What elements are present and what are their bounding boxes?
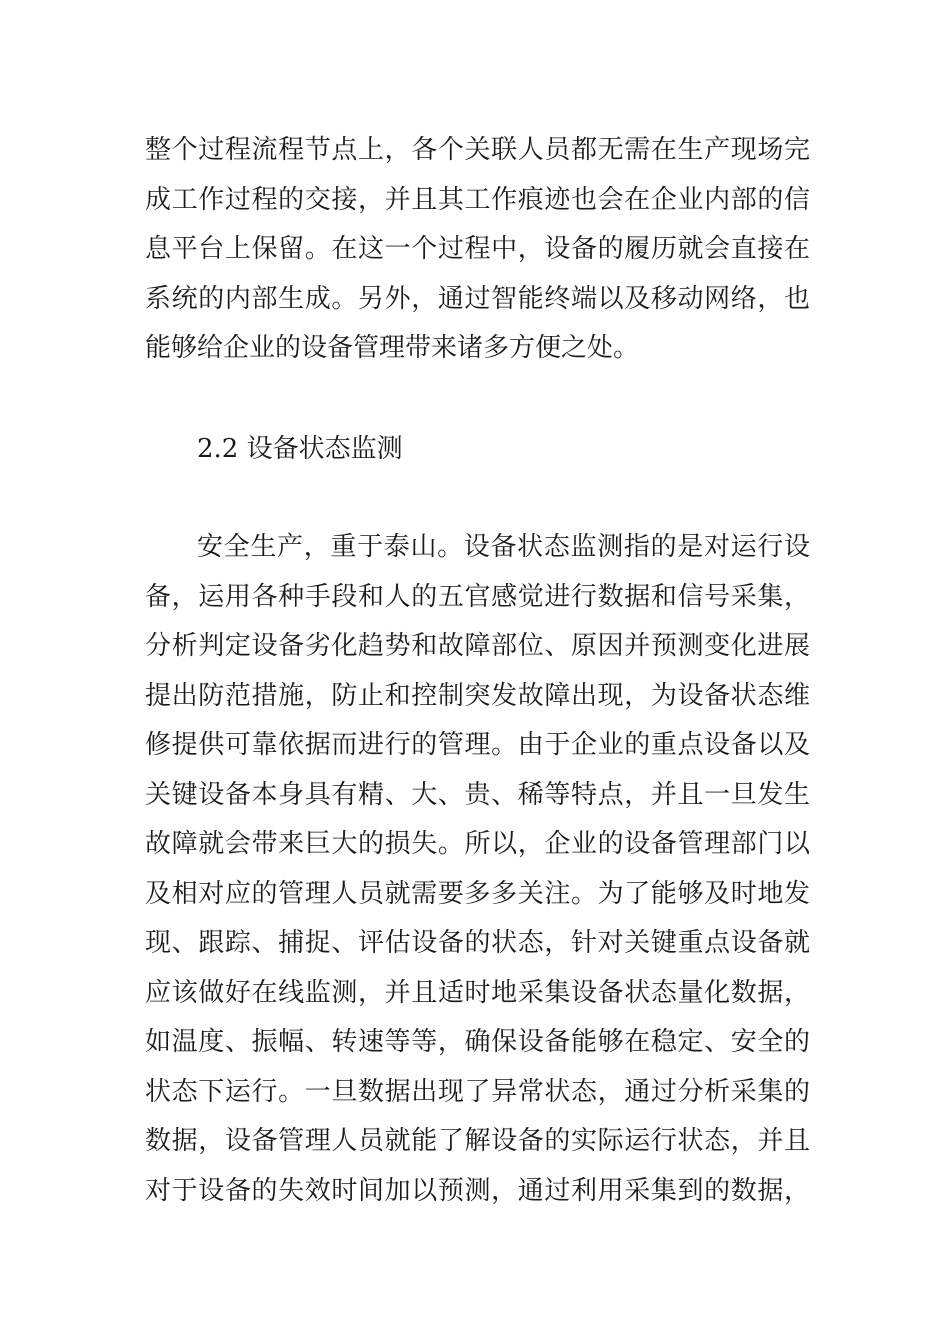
text-line: 整个过程流程节点上，各个关联人员都无需在生产现场完 (145, 135, 810, 165)
text-line: 应该做好在线监测，并且适时地采集设备状态量化数据， (145, 977, 810, 1008)
text-line: 修提供可靠依据而进行的管理。由于企业的重点设备以及 (145, 730, 810, 760)
text-line: 对于设备的失效时间加以预测，通过利用采集到的数据， (145, 1175, 810, 1206)
section-heading-text: 2.2 设备状态监测 (197, 434, 403, 464)
text-line: 安全生产，重于泰山。设备状态监测指的是对运行设 (197, 532, 810, 562)
text-line: 成工作过程的交接，并且其工作痕迹也会在企业内部的信 (145, 184, 810, 215)
text-line: 分析判定设备劣化趋势和故障部位、原因并预测变化进展 (145, 631, 810, 661)
text-line: 能够给企业的设备管理带来诸多方便之处。 (145, 333, 640, 363)
text-line: 提出防范措施，防止和控制突发故障出现，为设备状态维 (145, 680, 810, 711)
body-paragraph-2 (145, 523, 810, 1216)
text-line: 故障就会带来巨大的损失。所以，企业的设备管理部门以 (145, 829, 810, 859)
text-line: 现、跟踪、捕捉、评估设备的状态，针对关键重点设备就 (145, 928, 810, 958)
text-line: 系统的内部生成。另外，通过智能终端以及移动网络，也 (145, 283, 810, 314)
text-line: 状态下运行。一旦数据出现了异常状态，通过分析采集的 (145, 1076, 810, 1107)
text-line: 及相对应的管理人员就需要多多关注。为了能够及时地发 (145, 878, 810, 909)
text-line: 数据，设备管理人员就能了解设备的实际运行状态，并且 (145, 1126, 810, 1156)
text-line: 如温度、振幅、转速等等，确保设备能够在稳定、安全的 (145, 1027, 810, 1057)
section-heading (197, 425, 697, 475)
text-line: 关键设备本身具有精、大、贵、稀等特点，并且一旦发生 (145, 779, 810, 810)
text-line: 备，运用各种手段和人的五官感觉进行数据和信号采集， (145, 581, 810, 612)
text-line: 息平台上保留。在这一个过程中，设备的履历就会直接在 (145, 234, 810, 264)
body-paragraph-1 (145, 126, 810, 374)
